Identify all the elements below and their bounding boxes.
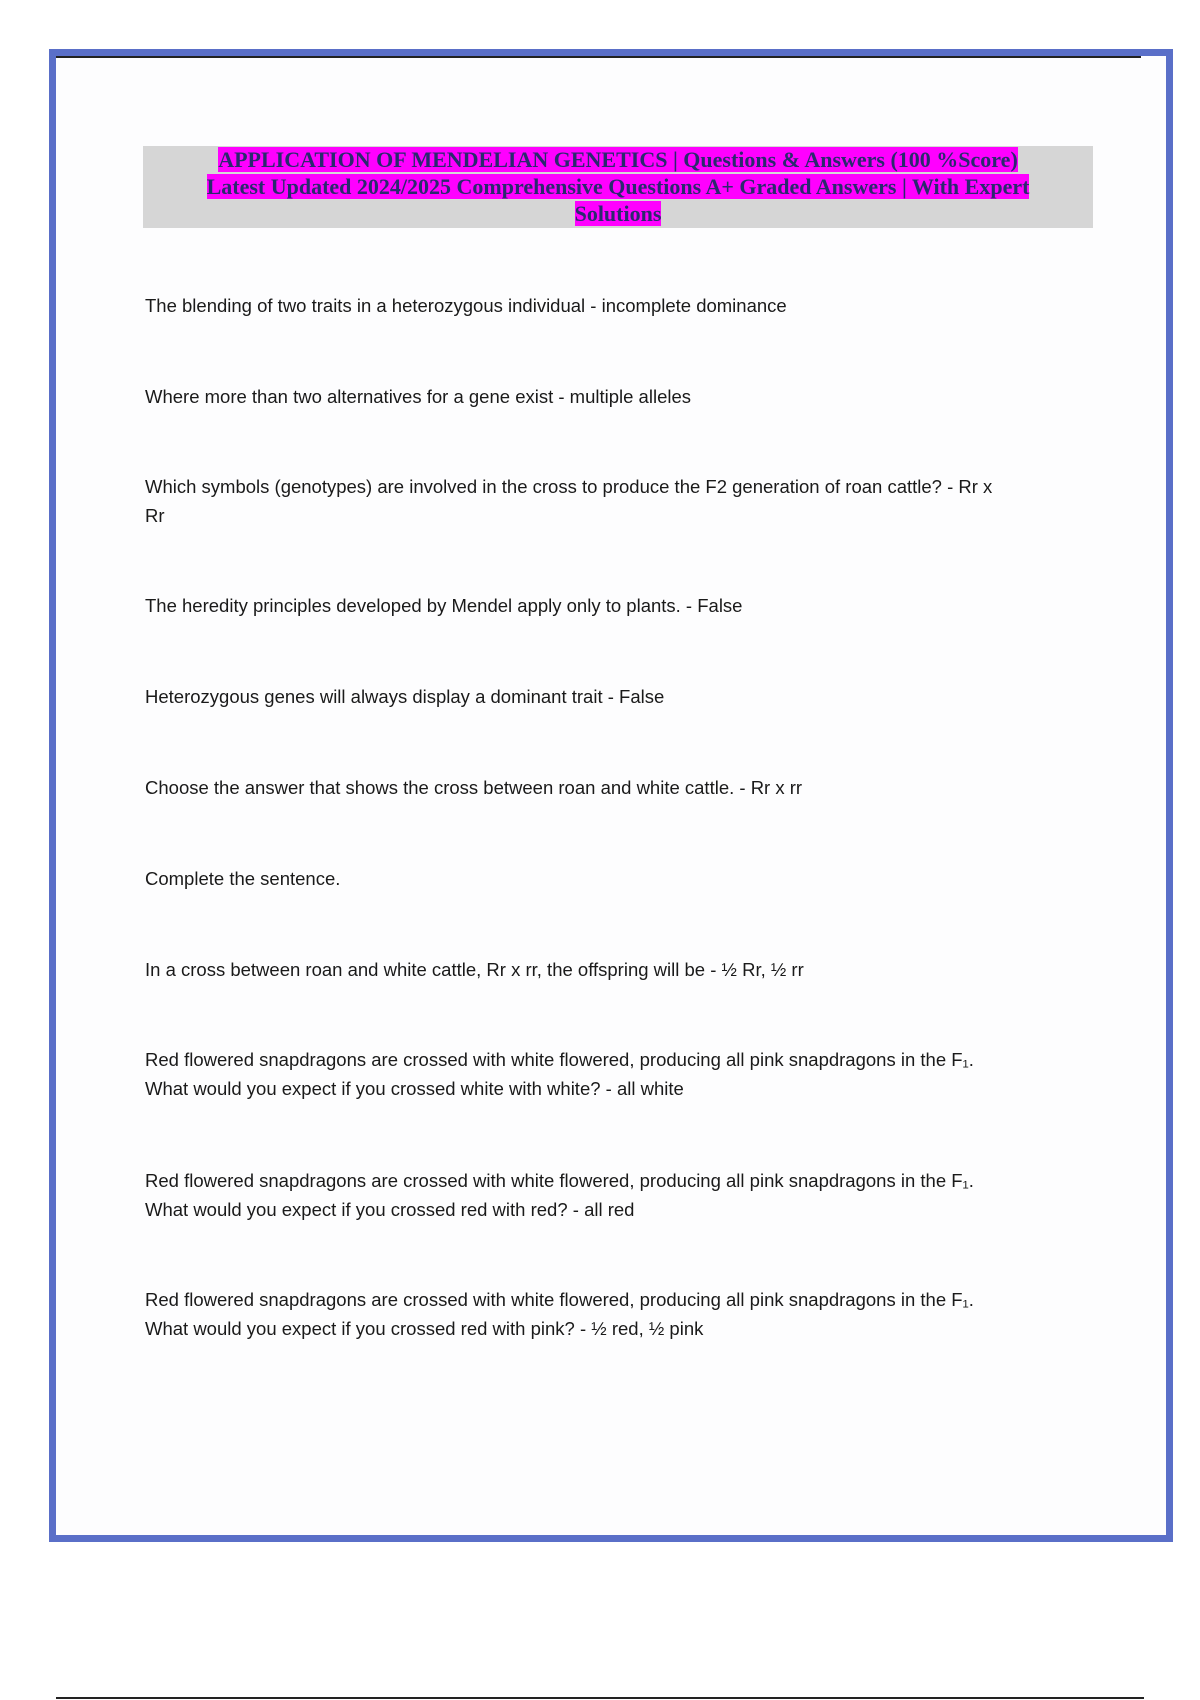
qa-item-6: Choose the answer that shows the cross between roan and white cattle. - Rr x rr [145,777,803,798]
title-line-1: APPLICATION OF MENDELIAN GENETICS | Questions & Answers (100 %Score) [218,147,1018,172]
qa-item-5: Heterozygous genes will always display a dominant trait - False [145,686,665,707]
qa-item-9 [145,1045,1095,1103]
qa-item-11-line-2: What would you expect if you crossed red with pink? - ½ red, ½ pink [145,1318,704,1339]
title-line-2: Latest Updated 2024/2025 Comprehensive Questions A+ Graded Answers | With Expert [206,174,1030,199]
qa-item-9-line-2: What would you expect if you crossed white with white? - all white [145,1078,684,1099]
bottom-rule [56,1697,1144,1699]
qa-item-2: Where more than two alternatives for a gene exist - multiple alleles [145,386,692,407]
qa-item-3-line-2: Rr [145,505,165,526]
qa-item-4: The heredity principles developed by Mendel apply only to plants. - False [145,595,743,616]
qa-item-9-line-1: Red flowered snapdragons are crossed with white flowered, producing all pink snapdragons in the F₁. [145,1049,974,1070]
qa-item-3 [145,472,1095,530]
qa-item-8: In a cross between roan and white cattle, Rr x rr, the offspring will be - ½ Rr, ½ rr [145,959,804,980]
qa-item-11 [145,1285,1095,1343]
qa-item-3-line-1: Which symbols (genotypes) are involved in the cross to produce the F2 generation of roan cattle? - Rr x [145,476,993,497]
qa-item-11-line-1: Red flowered snapdragons are crossed with white flowered, producing all pink snapdragons in the F₁. [145,1289,974,1310]
top-rule [56,56,1141,58]
qa-item-10-line-1: Red flowered snapdragons are crossed with white flowered, producing all pink snapdragons in the F₁. [145,1170,974,1191]
qa-item-10 [145,1166,1095,1224]
title-line-3: Solutions [574,201,662,226]
qa-item-7: Complete the sentence. [145,868,341,889]
qa-item-10-line-2: What would you expect if you crossed red with red? - all red [145,1199,635,1220]
qa-item-1: The blending of two traits in a heterozygous individual - incomplete dominance [145,295,787,316]
document-title [143,146,1093,228]
